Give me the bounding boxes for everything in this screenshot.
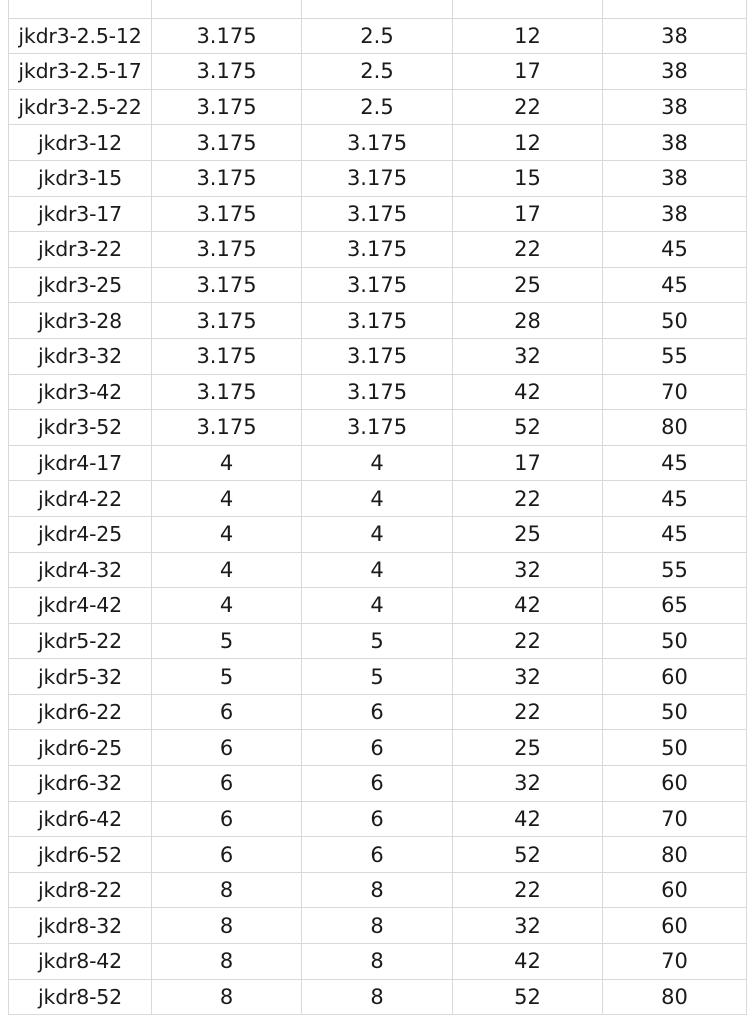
value-cell-3: 28 [453, 303, 603, 339]
value-cell-2: 3.175 [302, 410, 453, 446]
value-cell-2: 3.175 [302, 338, 453, 374]
model-cell: jkdr4-32 [9, 552, 152, 588]
value-cell-4: 45 [603, 481, 747, 517]
value-cell-1: 3.175 [152, 232, 302, 268]
spec-table [8, 0, 747, 1015]
value-cell-4: 50 [603, 694, 747, 730]
table-row [9, 944, 747, 980]
value-cell-3: 32 [453, 766, 603, 802]
value-cell-4: 38 [603, 196, 747, 232]
value-cell-4: 70 [603, 801, 747, 837]
value-cell-3: 12 [453, 125, 603, 161]
table-row [9, 588, 747, 624]
model-cell [9, 0, 152, 18]
value-cell-1: 6 [152, 801, 302, 837]
value-cell-3: 32 [453, 908, 603, 944]
value-cell-2: 8 [302, 944, 453, 980]
value-cell-4: 60 [603, 659, 747, 695]
value-cell-1: 3.175 [152, 303, 302, 339]
value-cell-2 [302, 0, 453, 18]
value-cell-1: 3.175 [152, 18, 302, 54]
value-cell-4: 38 [603, 160, 747, 196]
value-cell-1: 3.175 [152, 125, 302, 161]
value-cell-3: 42 [453, 374, 603, 410]
value-cell-2: 3.175 [302, 160, 453, 196]
value-cell-1: 4 [152, 552, 302, 588]
value-cell-3 [453, 0, 603, 18]
model-cell: jkdr6-25 [9, 730, 152, 766]
value-cell-4: 80 [603, 837, 747, 873]
value-cell-2: 6 [302, 766, 453, 802]
model-cell: jkdr5-22 [9, 623, 152, 659]
value-cell-3: 22 [453, 232, 603, 268]
value-cell-1: 5 [152, 623, 302, 659]
model-cell: jkdr3-12 [9, 125, 152, 161]
value-cell-2: 6 [302, 801, 453, 837]
table-row [9, 766, 747, 802]
value-cell-2: 2.5 [302, 54, 453, 90]
value-cell-4: 45 [603, 516, 747, 552]
value-cell-4: 70 [603, 944, 747, 980]
value-cell-2: 3.175 [302, 196, 453, 232]
value-cell-3: 25 [453, 516, 603, 552]
value-cell-3: 12 [453, 18, 603, 54]
table-row [9, 659, 747, 695]
value-cell-1: 8 [152, 908, 302, 944]
value-cell-2: 8 [302, 979, 453, 1015]
value-cell-2: 3.175 [302, 267, 453, 303]
value-cell-1: 5 [152, 659, 302, 695]
table-row [9, 908, 747, 944]
value-cell-1: 8 [152, 979, 302, 1015]
value-cell-3: 32 [453, 552, 603, 588]
table-row [9, 481, 747, 517]
spec-table-container [8, 0, 746, 1015]
value-cell-1: 3.175 [152, 196, 302, 232]
value-cell-4: 38 [603, 125, 747, 161]
value-cell-2: 4 [302, 552, 453, 588]
value-cell-1: 3.175 [152, 267, 302, 303]
value-cell-2: 5 [302, 659, 453, 695]
value-cell-1: 3.175 [152, 410, 302, 446]
table-row [9, 303, 747, 339]
value-cell-3: 32 [453, 659, 603, 695]
value-cell-4: 60 [603, 872, 747, 908]
value-cell-2: 4 [302, 481, 453, 517]
model-cell: jkdr5-32 [9, 659, 152, 695]
value-cell-4: 60 [603, 766, 747, 802]
value-cell-4: 38 [603, 54, 747, 90]
value-cell-1: 3.175 [152, 160, 302, 196]
value-cell-3: 17 [453, 54, 603, 90]
model-cell: jkdr3-28 [9, 303, 152, 339]
model-cell: jkdr8-22 [9, 872, 152, 908]
value-cell-3: 42 [453, 944, 603, 980]
model-cell: jkdr8-42 [9, 944, 152, 980]
model-cell: jkdr3-2.5-22 [9, 89, 152, 125]
table-row [9, 374, 747, 410]
table-row [9, 338, 747, 374]
value-cell-2: 8 [302, 908, 453, 944]
model-cell: jkdr3-2.5-17 [9, 54, 152, 90]
value-cell-2: 4 [302, 588, 453, 624]
value-cell-2: 3.175 [302, 125, 453, 161]
value-cell-2: 4 [302, 516, 453, 552]
value-cell-3: 17 [453, 445, 603, 481]
table-row [9, 54, 747, 90]
model-cell: jkdr3-15 [9, 160, 152, 196]
value-cell-4: 50 [603, 303, 747, 339]
value-cell-1: 6 [152, 837, 302, 873]
value-cell-3: 22 [453, 694, 603, 730]
value-cell-1: 6 [152, 730, 302, 766]
value-cell-1: 4 [152, 588, 302, 624]
model-cell: jkdr6-32 [9, 766, 152, 802]
value-cell-3: 22 [453, 623, 603, 659]
table-row [9, 410, 747, 446]
table-row [9, 730, 747, 766]
value-cell-3: 52 [453, 837, 603, 873]
value-cell-4: 45 [603, 267, 747, 303]
model-cell: jkdr4-25 [9, 516, 152, 552]
value-cell-3: 22 [453, 89, 603, 125]
value-cell-2: 3.175 [302, 374, 453, 410]
spec-table-body [9, 0, 747, 1015]
table-row [9, 623, 747, 659]
value-cell-2: 5 [302, 623, 453, 659]
value-cell-2: 4 [302, 445, 453, 481]
table-row [9, 872, 747, 908]
model-cell: jkdr4-42 [9, 588, 152, 624]
table-row [9, 89, 747, 125]
value-cell-1: 3.175 [152, 338, 302, 374]
value-cell-4 [603, 0, 747, 18]
model-cell: jkdr6-52 [9, 837, 152, 873]
value-cell-2: 2.5 [302, 18, 453, 54]
value-cell-1: 4 [152, 481, 302, 517]
value-cell-3: 32 [453, 338, 603, 374]
value-cell-3: 25 [453, 267, 603, 303]
model-cell: jkdr8-52 [9, 979, 152, 1015]
model-cell: jkdr3-42 [9, 374, 152, 410]
model-cell: jkdr3-2.5-12 [9, 18, 152, 54]
value-cell-2: 6 [302, 694, 453, 730]
model-cell: jkdr4-22 [9, 481, 152, 517]
table-row [9, 445, 747, 481]
value-cell-1: 3.175 [152, 54, 302, 90]
value-cell-4: 50 [603, 623, 747, 659]
value-cell-4: 80 [603, 979, 747, 1015]
value-cell-4: 60 [603, 908, 747, 944]
value-cell-4: 55 [603, 552, 747, 588]
model-cell: jkdr6-22 [9, 694, 152, 730]
value-cell-2: 6 [302, 837, 453, 873]
model-cell: jkdr3-52 [9, 410, 152, 446]
value-cell-1: 8 [152, 872, 302, 908]
value-cell-1: 8 [152, 944, 302, 980]
value-cell-2: 8 [302, 872, 453, 908]
table-row [9, 196, 747, 232]
table-row [9, 694, 747, 730]
model-cell: jkdr4-17 [9, 445, 152, 481]
table-row [9, 160, 747, 196]
value-cell-3: 17 [453, 196, 603, 232]
table-row [9, 125, 747, 161]
model-cell: jkdr3-32 [9, 338, 152, 374]
value-cell-3: 22 [453, 872, 603, 908]
model-cell: jkdr3-22 [9, 232, 152, 268]
value-cell-4: 45 [603, 445, 747, 481]
model-cell: jkdr3-25 [9, 267, 152, 303]
model-cell: jkdr3-17 [9, 196, 152, 232]
value-cell-4: 80 [603, 410, 747, 446]
value-cell-1: 3.175 [152, 374, 302, 410]
table-row [9, 267, 747, 303]
model-cell: jkdr8-32 [9, 908, 152, 944]
value-cell-4: 70 [603, 374, 747, 410]
value-cell-3: 15 [453, 160, 603, 196]
table-row [9, 0, 747, 18]
value-cell-4: 45 [603, 232, 747, 268]
value-cell-4: 38 [603, 89, 747, 125]
table-row [9, 837, 747, 873]
value-cell-4: 38 [603, 18, 747, 54]
value-cell-3: 52 [453, 979, 603, 1015]
table-row [9, 979, 747, 1015]
table-row [9, 552, 747, 588]
value-cell-3: 42 [453, 801, 603, 837]
value-cell-4: 55 [603, 338, 747, 374]
value-cell-4: 50 [603, 730, 747, 766]
value-cell-1: 6 [152, 694, 302, 730]
value-cell-3: 25 [453, 730, 603, 766]
table-row [9, 232, 747, 268]
value-cell-2: 3.175 [302, 232, 453, 268]
value-cell-2: 6 [302, 730, 453, 766]
value-cell-2: 3.175 [302, 303, 453, 339]
table-row [9, 18, 747, 54]
table-row [9, 801, 747, 837]
value-cell-3: 42 [453, 588, 603, 624]
table-row [9, 516, 747, 552]
value-cell-1: 4 [152, 445, 302, 481]
value-cell-1: 3.175 [152, 89, 302, 125]
value-cell-2: 2.5 [302, 89, 453, 125]
value-cell-4: 65 [603, 588, 747, 624]
value-cell-1: 6 [152, 766, 302, 802]
model-cell: jkdr6-42 [9, 801, 152, 837]
value-cell-3: 22 [453, 481, 603, 517]
value-cell-3: 52 [453, 410, 603, 446]
value-cell-1: 4 [152, 516, 302, 552]
value-cell-1 [152, 0, 302, 18]
